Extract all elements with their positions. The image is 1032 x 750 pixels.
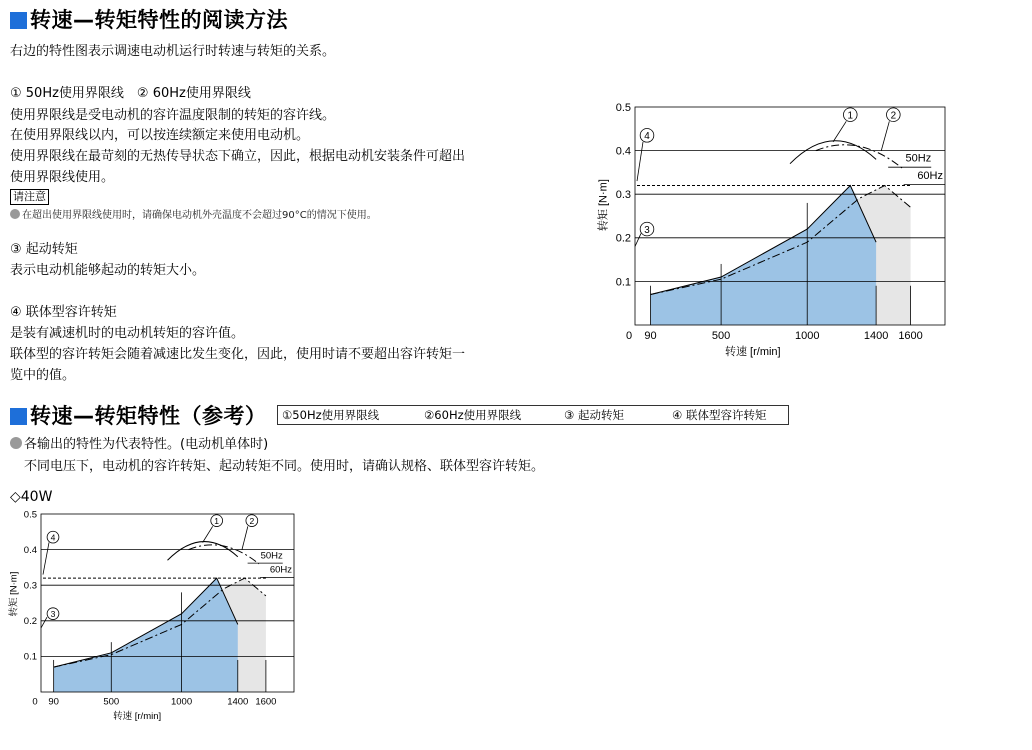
y-axis-label: 转矩 [N·m] bbox=[597, 179, 610, 232]
section1-intro: 右边的特性图表示调速电动机运行时转速与转矩的关系。 bbox=[10, 44, 336, 59]
marker-label: 3 bbox=[50, 609, 56, 620]
curve-starting-torque-60hz bbox=[816, 145, 902, 168]
marker-label: 4 bbox=[50, 532, 56, 543]
x-tick-label: 500 bbox=[103, 696, 120, 708]
y-tick-label: 0.2 bbox=[615, 232, 631, 245]
section2-title: 转速—转矩特性（参考） bbox=[10, 400, 267, 430]
item1-line: 使用界限线使用。 bbox=[10, 170, 115, 185]
subheading-40w: ◇40W bbox=[10, 489, 53, 505]
chart-40w bbox=[5, 505, 305, 727]
item4-line: 览中的值。 bbox=[10, 368, 76, 383]
bullet-line-2: 不同电压下，电动机的容许转矩、起动转矩不同。使用时，请确认规格、联体型容许转矩。 bbox=[24, 459, 545, 474]
y-tick-label: 0.1 bbox=[23, 651, 37, 663]
note-label: 请注意 bbox=[10, 189, 49, 205]
x-tick-label: 1000 bbox=[794, 330, 820, 342]
item3-heading: ③ 起动转矩 bbox=[10, 242, 78, 257]
label-50hz: 50Hz bbox=[260, 550, 283, 562]
x-tick-label: 500 bbox=[711, 330, 731, 342]
y-tick-label: 0.3 bbox=[23, 580, 37, 592]
marker-leader bbox=[635, 233, 641, 246]
marker-label: 1 bbox=[847, 110, 854, 122]
y-tick-label: 0.3 bbox=[615, 189, 631, 202]
marker-label: 1 bbox=[214, 515, 220, 526]
marker-leader bbox=[43, 542, 49, 574]
marker-label: 2 bbox=[890, 110, 897, 122]
label-60hz: 60Hz bbox=[269, 564, 292, 576]
x-tick-label: 90 bbox=[644, 330, 657, 342]
area-50hz-blue bbox=[651, 186, 877, 326]
title-square-icon bbox=[10, 408, 27, 425]
y-tick-label: 0.2 bbox=[23, 616, 37, 628]
item1-line: 在使用界限线以内，可以按连续额定来使用电动机。 bbox=[10, 128, 310, 143]
legend-item: ③ 起动转矩 bbox=[564, 408, 624, 422]
item4-line: 联体型的容许转矩会随着减速比发生变化，因此，使用时请不要超出容许转矩一 bbox=[10, 347, 466, 362]
legend-box bbox=[277, 405, 789, 425]
x-tick-label: 1400 bbox=[227, 696, 249, 708]
x-tick-label: 90 bbox=[48, 696, 59, 708]
curve-starting-torque-50hz bbox=[168, 542, 238, 561]
marker-label: 2 bbox=[249, 515, 255, 526]
x-tick-label: 1600 bbox=[255, 696, 277, 708]
note-text: 在超出使用界限线使用时，请确保电动机外壳温度不会超过90°C的情况下使用。 bbox=[10, 206, 377, 221]
marker-label: 3 bbox=[644, 224, 650, 236]
label-60hz: 60Hz bbox=[917, 169, 943, 182]
legend-item: ②60Hz使用界限线 bbox=[424, 408, 522, 422]
label-50hz: 50Hz bbox=[905, 152, 932, 165]
item1-line: 使用界限线是受电动机的容许温度限制的转矩的容许线。 bbox=[10, 108, 336, 123]
item3-text: 表示电动机能够起动的转矩大小。 bbox=[10, 263, 206, 278]
marker-leader bbox=[881, 121, 889, 150]
item4-heading: ④ 联体型容许转矩 bbox=[10, 305, 117, 320]
section1-title: 转速—转矩特性的阅读方法 bbox=[10, 4, 288, 34]
x-axis-label: 转速 [r/min] bbox=[113, 711, 162, 722]
legend-item: ④ 联体型容许转矩 bbox=[672, 408, 767, 422]
y-tick-label: 0.4 bbox=[23, 544, 37, 556]
y-tick-label: 0.5 bbox=[615, 101, 631, 114]
item1-line: 使用界限线在最苛刻的无热传导状态下确立，因此，根据电动机安装条件可超出 bbox=[10, 149, 466, 164]
bullet-dot-icon bbox=[10, 437, 22, 449]
item4-line: 是装有减速机时的电动机转矩的容许值。 bbox=[10, 326, 245, 341]
x-tick-label: 1600 bbox=[898, 330, 923, 342]
x-tick-label: 1400 bbox=[863, 330, 889, 342]
marker-leader bbox=[637, 142, 643, 181]
marker-leader bbox=[833, 121, 846, 142]
marker-leader bbox=[203, 526, 213, 542]
x-axis-label: 转速 [r/min] bbox=[724, 346, 781, 358]
marker-leader bbox=[41, 617, 47, 628]
curve-starting-torque-50hz bbox=[790, 141, 876, 164]
chart-example bbox=[590, 95, 960, 370]
y-axis-label: 转矩 [N·m] bbox=[8, 571, 20, 617]
marker-label: 4 bbox=[644, 131, 650, 143]
x-tick-label: 0 bbox=[625, 330, 633, 342]
y-tick-label: 0.4 bbox=[615, 145, 631, 158]
bullet-dot-icon bbox=[10, 209, 20, 219]
marker-leader bbox=[242, 526, 248, 549]
x-tick-label: 1000 bbox=[170, 696, 193, 708]
y-tick-label: 0.1 bbox=[615, 276, 631, 289]
title-square-icon bbox=[10, 12, 27, 29]
item1-heading: ① 50Hz使用界限线 ② 60Hz使用界限线 bbox=[10, 86, 251, 101]
y-tick-label: 0.5 bbox=[23, 509, 37, 521]
area-50hz-blue bbox=[54, 578, 238, 692]
x-tick-label: 0 bbox=[32, 696, 38, 708]
curve-starting-torque-60hz bbox=[189, 545, 259, 564]
bullet-line: 各输出的特性为代表特性。(电动机单体时) bbox=[10, 435, 268, 454]
legend-item: ①50Hz使用界限线 bbox=[282, 408, 380, 422]
